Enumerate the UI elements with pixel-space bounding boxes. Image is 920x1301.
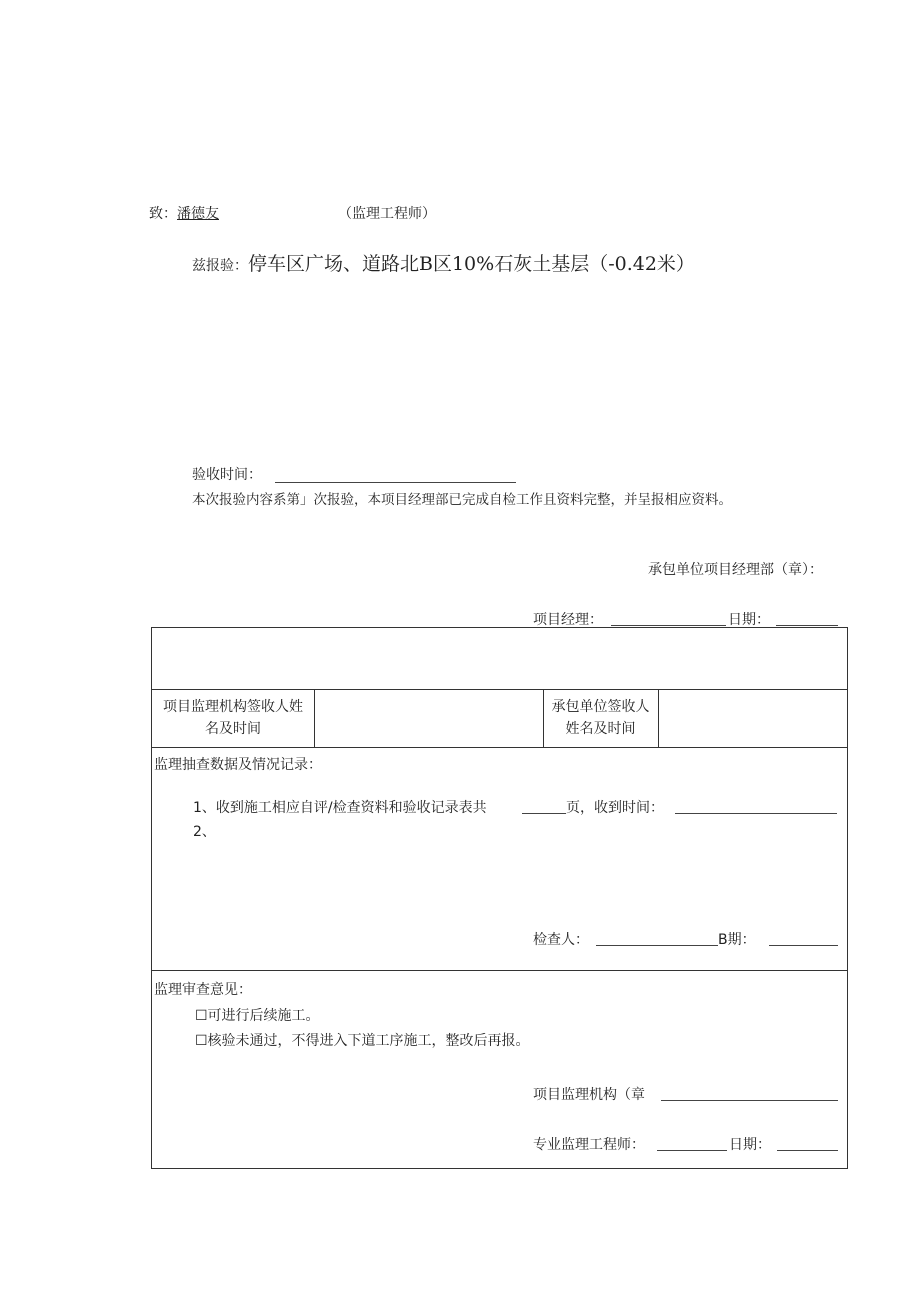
item2: 2、 xyxy=(193,824,216,840)
row-divider xyxy=(152,747,847,748)
contractor-signer-label-line1: 承包单位签收人 xyxy=(551,699,650,715)
pm-blank xyxy=(611,611,726,626)
item1-pages-blank xyxy=(522,799,566,814)
col-divider xyxy=(658,689,659,747)
option-rejected[interactable]: ☐核验未通过，不得进入下道工序施工，整改后再报。 xyxy=(195,1033,530,1049)
supervisor-signer-label xyxy=(152,696,314,740)
supervisor-signer-label-line2: 名及时间 xyxy=(205,721,261,737)
addressee-role: （监理工程师） xyxy=(338,206,436,222)
statement: 本次报验内容系第」次报验，本项目经理部已完成自检工作且资料完整，并呈报相应资料。 xyxy=(192,492,732,508)
inspection-time-blank xyxy=(275,468,516,483)
inspector-label: 检查人： xyxy=(533,932,589,948)
opinion-title: 监理审查意见： xyxy=(154,982,252,998)
row-divider xyxy=(152,970,847,971)
engineer-date-blank xyxy=(777,1136,838,1151)
contractor-signer-label-line2: 姓名及时间 xyxy=(565,721,636,737)
supervisor-signer-label-line1: 项目监理机构签收人姓 xyxy=(163,699,303,715)
pm-date-label: 日期： xyxy=(728,612,770,628)
item1-time-blank xyxy=(675,799,837,814)
engineer-date-label: 日期： xyxy=(729,1137,771,1153)
report-prefix: 兹报验： xyxy=(192,258,248,274)
item1-mid: 页，收到时间： xyxy=(566,800,664,816)
pm-label: 项目经理： xyxy=(533,612,603,628)
option-continue[interactable]: ☐可进行后续施工。 xyxy=(195,1008,320,1024)
report-subject: 停车区广场、道路北B区10%石灰土基层（-0.42米） xyxy=(248,253,695,275)
contractor-dept: 承包单位项目经理部（章）： xyxy=(648,562,823,578)
contractor-signer-label xyxy=(543,696,658,740)
col-divider xyxy=(314,689,315,747)
inspection-form-table xyxy=(151,627,848,1169)
pm-date-blank xyxy=(776,611,838,626)
inspection-time-label: 验收时间： xyxy=(192,467,262,483)
report-line xyxy=(192,249,695,276)
addressee-prefix: 致： xyxy=(149,206,177,222)
row-divider xyxy=(152,689,847,690)
item1-prefix: 1、收到施工相应自评/检查资料和验收记录表共 xyxy=(193,800,487,816)
inspector-date-blank xyxy=(769,931,838,946)
inspection-time-line xyxy=(192,464,262,484)
inspector-date-label: B期： xyxy=(718,932,756,948)
addressee-line xyxy=(149,203,219,223)
engineer-label: 专业监理工程师： xyxy=(533,1137,645,1153)
check-record-title: 监理抽查数据及情况记录： xyxy=(154,757,322,773)
addressee-name: 潘德友 xyxy=(177,206,219,222)
agency-blank xyxy=(661,1086,838,1101)
inspector-blank xyxy=(596,931,718,946)
engineer-blank xyxy=(657,1136,727,1151)
agency-label: 项目监理机构（章 xyxy=(533,1087,645,1103)
